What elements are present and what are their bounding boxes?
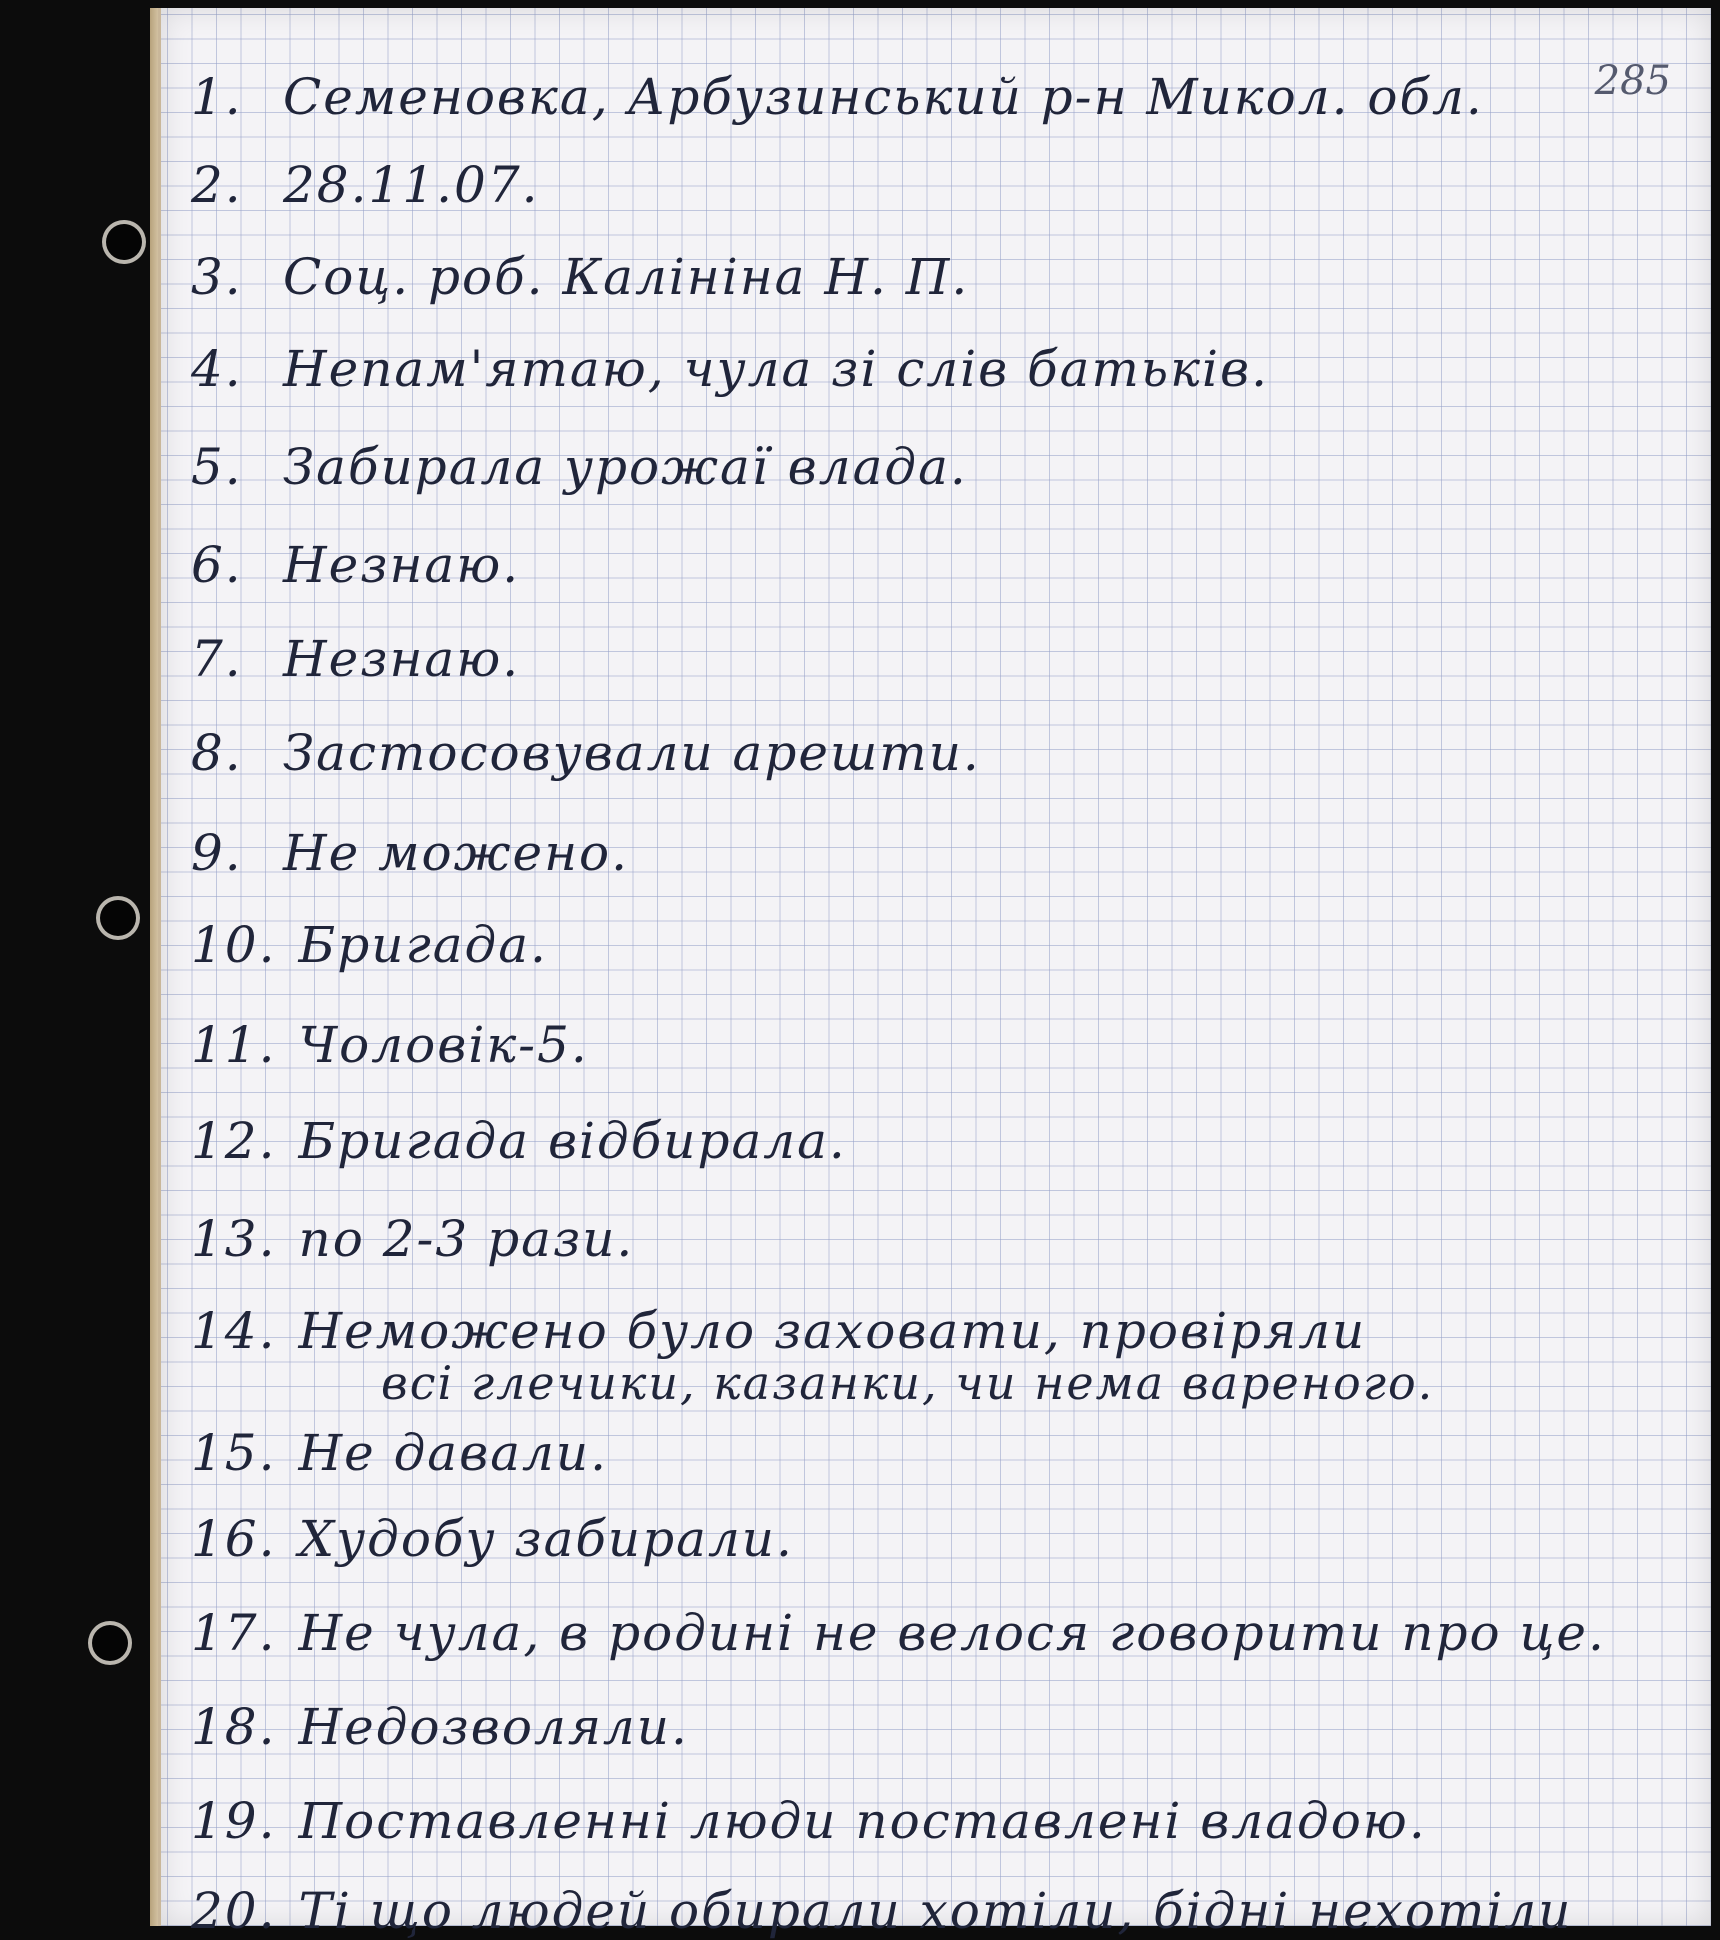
answer-text: Незнаю. [283,536,521,594]
punch-hole [100,900,136,936]
answer-text: Не чула, в родині не велося говорити про це. [298,1604,1606,1662]
answer-text: Незнаю. [283,630,521,688]
answer-number: 3. [191,248,243,306]
answer-line-14 [191,1302,1366,1360]
answer-number: 15. [191,1424,277,1482]
answer-text: Бригада відбирала. [298,1112,847,1170]
answer-number: 7. [191,630,243,688]
answer-line-9 [191,824,629,882]
answer-text: Непам'ятаю, чула зі слів батьків. [283,340,1269,398]
answer-number: 4. [191,340,243,398]
answer-number: 12. [191,1112,277,1170]
answer-line-1 [191,68,1484,126]
answer-text: Соц. роб. Калініна Н. П. [283,248,970,306]
answer-line-14-continuation: всі глечики, казанки, чи нема вареного. [381,1356,1435,1410]
answer-line-17 [191,1604,1606,1662]
answer-line-13 [191,1210,634,1268]
answer-line-7 [191,630,520,688]
punch-hole [92,1625,128,1661]
answer-text: Неможено було заховати, провіряли [298,1302,1367,1360]
answer-number: 18. [191,1698,277,1756]
answer-text: Чоловік-5. [298,1016,589,1074]
answer-line-20 [191,1882,1572,1940]
answer-number: 5. [191,438,243,496]
answer-number: 19. [191,1792,277,1850]
answer-number: 6. [191,536,243,594]
answer-text: Ті що людей обирали хотіли, бідні нехотіли [298,1882,1573,1940]
answer-line-10 [191,916,548,974]
answer-text: Не можено. [283,824,630,882]
answer-text: Поставленні люди поставлені владою. [298,1792,1427,1850]
answer-line-6 [191,536,520,594]
answer-line-12 [191,1112,847,1170]
answer-line-3 [191,248,969,306]
notebook-page [158,8,1711,1940]
answer-number: 2. [191,156,243,214]
answer-line-4 [191,340,1269,398]
answer-text: по 2-3 рази. [298,1210,635,1268]
answer-text: Забирала урожаї влада. [283,438,968,496]
answer-number: 11. [191,1016,277,1074]
page-number: 285 [1594,58,1671,104]
answer-text: Застосовували арешти. [283,724,981,782]
answer-line-8 [191,724,981,782]
answer-text: Недозволяли. [298,1698,689,1756]
answer-line-19 [191,1792,1427,1850]
answer-number: 16. [191,1510,277,1568]
answer-number: 1. [191,68,243,126]
answer-line-2 [191,156,540,214]
answer-line-18 [191,1698,689,1756]
answer-text: Семеновка, Арбузинський р-н Микол. обл. [283,68,1484,126]
answer-line-5 [191,438,968,496]
answer-number: 17. [191,1604,277,1662]
answer-text: Худобу забирали. [298,1510,794,1568]
answer-text: Бригада. [298,916,548,974]
dark-margin-strip [0,0,168,1937]
answer-line-11 [191,1016,589,1074]
answer-number: 8. [191,724,243,782]
answer-line-15 [191,1424,608,1482]
punch-hole [106,224,142,260]
answer-text: Не давали. [298,1424,608,1482]
answer-number: 10. [191,916,277,974]
answer-number: 9. [191,824,243,882]
answer-line-16 [191,1510,794,1568]
answer-text: 28.11.07. [283,156,540,214]
answer-number: 13. [191,1210,277,1268]
answer-number: 20. [191,1882,277,1940]
answer-number: 14. [191,1302,277,1360]
